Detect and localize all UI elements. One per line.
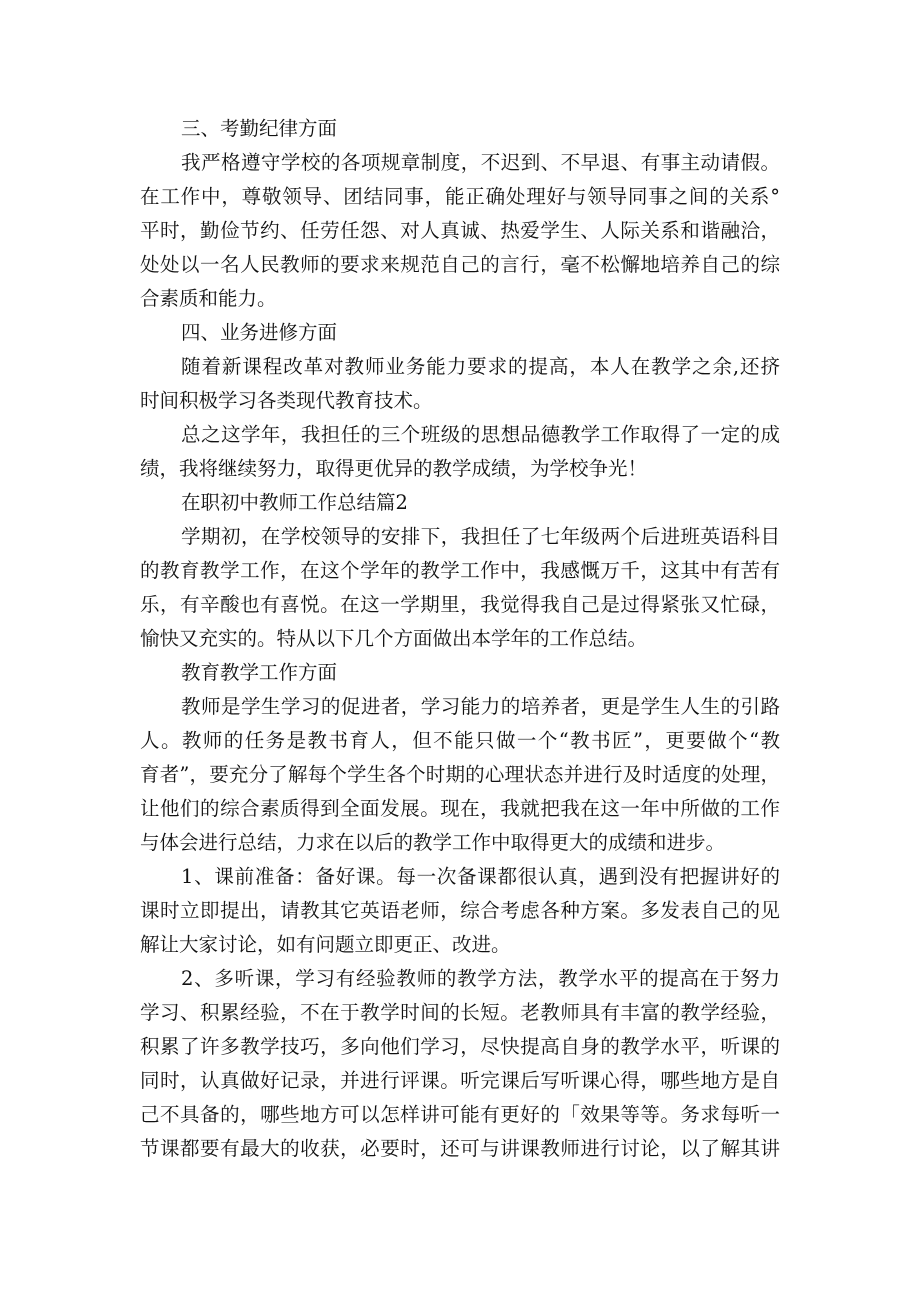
paragraph-line: 己不具备的，哪些地方可以怎样讲可能有更好的「效果等等。务求每听一 bbox=[140, 1103, 780, 1126]
paragraph-line: 积累了许多教学技巧，多向他们学习，尽快提高自身的教学水平，听课的 bbox=[140, 1035, 780, 1058]
section-heading-attendance: 三、考勤纪律方面 bbox=[181, 117, 338, 140]
paragraph-line: 绩，我将继续努力，取得更优异的教学成绩，为学校争光！ bbox=[140, 457, 648, 480]
paragraph-line: 人。教师的任务是教书育人，但不能只做一个“教书匠”，更要做个“教 bbox=[140, 729, 780, 752]
paragraph-line: 乐，有辛酸也有喜悦。在这一学期里，我觉得我自己是过得紧张又忙碌， bbox=[140, 593, 780, 616]
paragraph-line: 2、多听课，学习有经验教师的教学方法，教学水平的提高在于努力 bbox=[181, 967, 780, 990]
paragraph-line: 课时立即提出，请教其它英语老师，综合考虑各种方案。多发表自己的见 bbox=[140, 899, 780, 922]
paragraph-line: 总之这学年，我担任的三个班级的思想品德教学工作取得了一定的成 bbox=[181, 423, 780, 446]
paragraph-line: 随着新课程改革对教师业务能力要求的提高，本人在教学之余,还挤 bbox=[181, 355, 780, 378]
paragraph-line: 在工作中，尊敬领导、团结同事，能正确处理好与领导同事之间的关系° bbox=[140, 185, 780, 208]
paragraph-line: 学期初，在学校领导的安排下，我担任了七年级两个后进班英语科目 bbox=[181, 525, 780, 548]
paragraph-line: 愉快又充实的。特从以下几个方面做出本学年的工作总结。 bbox=[140, 627, 648, 650]
paragraph-line: 平时，勤俭节约、任劳任怨、对人真诚、热爱学生、人际关系和谐融洽， bbox=[140, 219, 780, 242]
paragraph-line: 学习、积累经验，不在于教学时间的长短。老教师具有丰富的教学经验， bbox=[140, 1001, 780, 1024]
paragraph-line: 让他们的综合素质得到全面发展。现在，我就把我在这一年中所做的工作 bbox=[140, 797, 780, 820]
paragraph-line: 时间积极学习各类现代教育技术。 bbox=[140, 389, 433, 412]
paragraph-line: 育者”，要充分了解每个学生各个时期的心理状态并进行及时适度的处理， bbox=[140, 763, 780, 786]
section-heading-study: 四、业务进修方面 bbox=[181, 321, 338, 344]
paragraph-line: 教师是学生学习的促进者，学习能力的培养者，更是学生人生的引路 bbox=[181, 695, 780, 718]
paragraph-line: 我严格遵守学校的各项规章制度，不迟到、不早退、有事主动请假。 bbox=[181, 151, 780, 174]
paragraph-line: 同时，认真做好记录，并进行评课。听完课后写听课心得，哪些地方是自 bbox=[140, 1069, 780, 1092]
paragraph-line: 处处以一名人民教师的要求来规范自己的言行，毫不松懈地培养自己的综 bbox=[140, 253, 780, 276]
paragraph-line: 合素质和能力。 bbox=[140, 287, 277, 310]
paragraph-line: 节课都要有最大的收获，必要时，还可与讲课教师进行讨论，以了解其讲 bbox=[140, 1137, 780, 1160]
paragraph-line: 的教育教学工作，在这个学年的教学工作中，我感慨万千，这其中有苦有 bbox=[140, 559, 780, 582]
article-title: 在职初中教师工作总结篇2 bbox=[181, 491, 408, 514]
paragraph-line: 1、课前准备：备好课。每一次备课都很认真，遇到没有把握讲好的 bbox=[181, 865, 780, 888]
section-heading-teaching: 教育教学工作方面 bbox=[181, 661, 338, 684]
paragraph-line: 解让大家讨论，如有问题立即更正、改进。 bbox=[140, 933, 511, 956]
paragraph-line: 与体会进行总结，力求在以后的教学工作中取得更大的成绩和进步。 bbox=[140, 831, 726, 854]
